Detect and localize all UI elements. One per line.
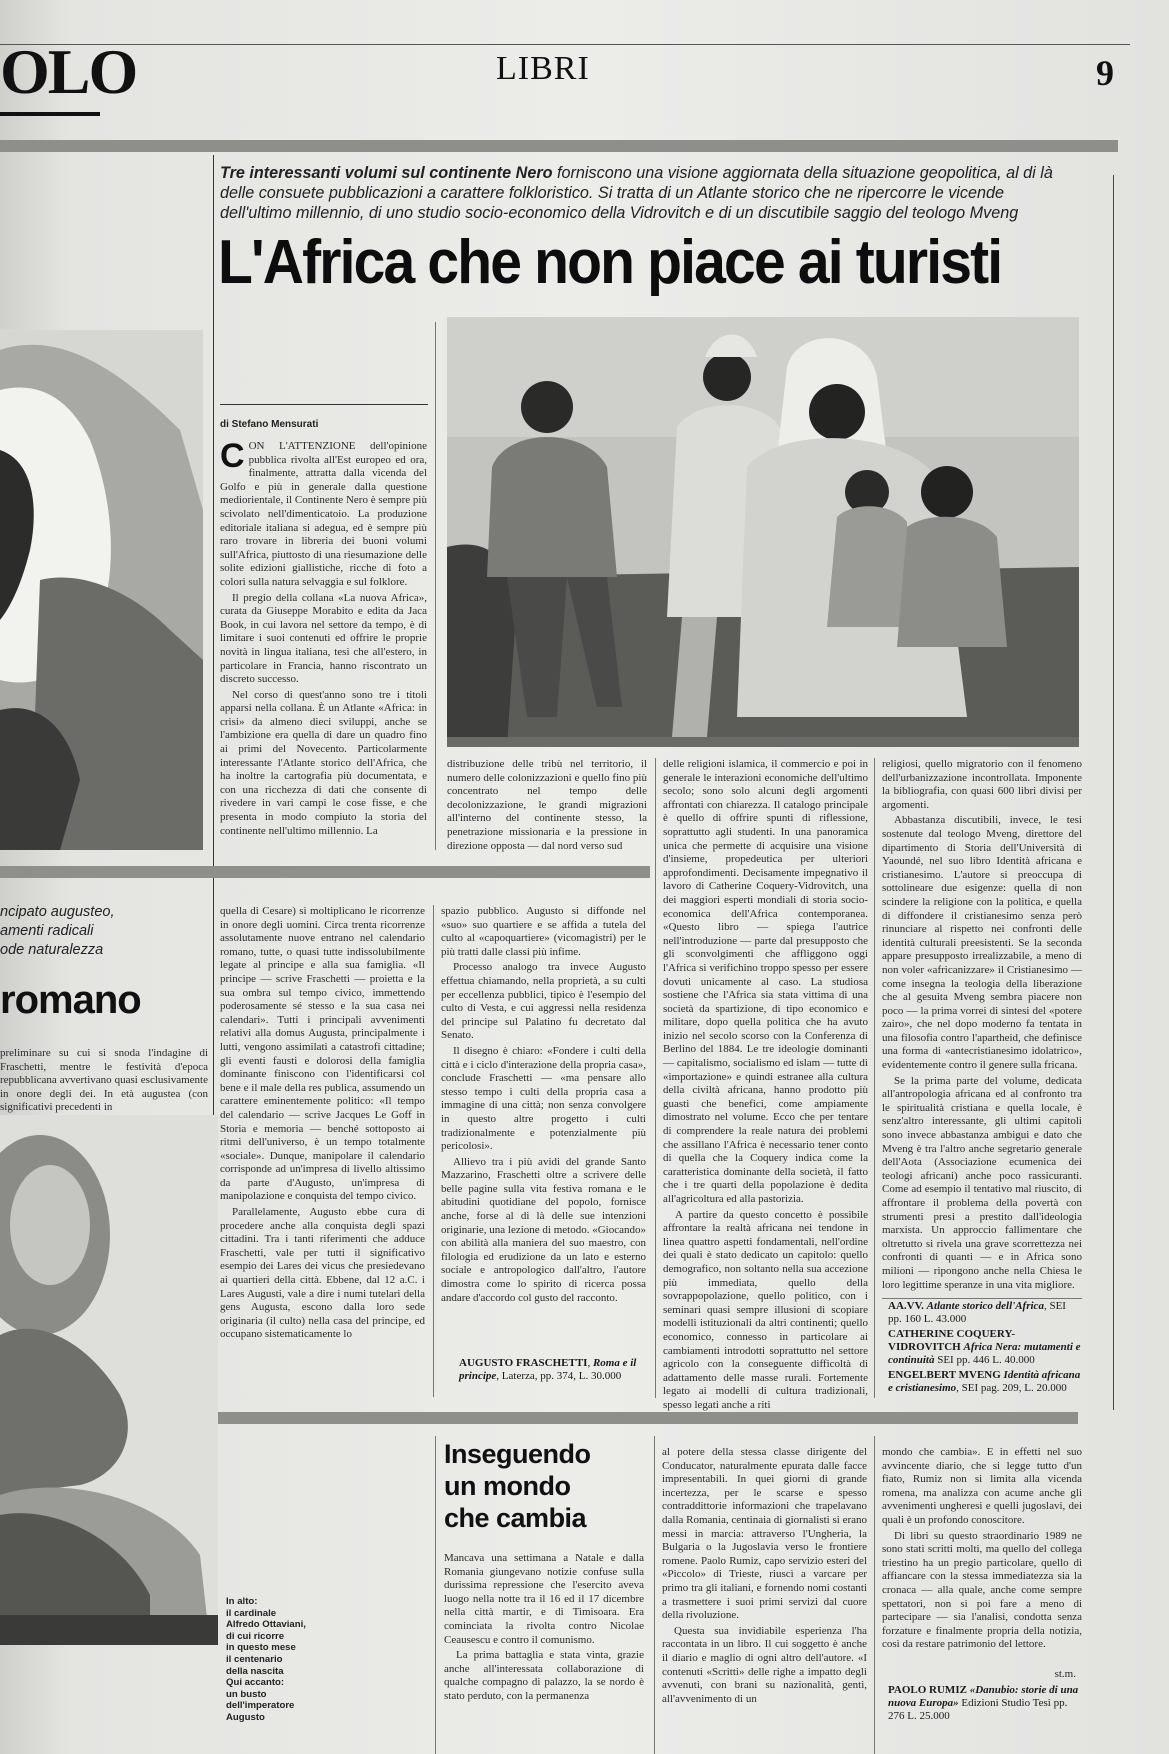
masthead-underline [0,112,100,116]
column-rule [874,1436,875,1754]
bibliography-entry: AA.VV. Atlante storico dell'Africa, SEI pp. 160 L. 43.000 [888,1300,1066,1325]
augustus-bust-photo [0,1115,218,1645]
section-divider-band [0,140,1118,152]
left-article-subtitle: ncipato augusteo, amenti radicali ode naturalezza [0,904,115,958]
bibliography [888,1300,1082,1397]
byline: di Stefano Mensurati [220,419,319,430]
article-column-3: delle religioni islamica, il commercio e poi in generale le interazioni economiche dell'ultimo secolo; sono solo alcuni degli argomenti affrontati con chiarezza. Il catalogo principale è quello di offrire spunti di riflessione, soprattutto agli studenti. In una panoramica unica che permette di acquisire una visione d'insieme, propedeutica per ulteriori approfondimenti. Decisamente impegnativo il lavoro di Catherine Coquery-Vidrovitch, una dei maggiori esperti mondiali di storia socio-economica dell'Africa contemporanea. «Questo libro — spiega l'autrice nell'introduzione — parte dal presupposto che gli sconvolgimenti che affliggono oggi l'Africa si verifichino troppo spesso per essere dovuti unicamente al caso. La studiosa sostiene che l'Africa sia stata vittima di una società da spartizione, di tipo economico e militare, dopo quella politica che ha avuto inizio nel secolo scorso con la Conferenza di Berlino del 1884. Le tre ideologie dominanti — capitalismo, socialismo ed islam — tutte di «importazione» e quindi estranee alla cultura della civiltà africana, hanno prodotto più guasti che benefici, come ampiamente dimostrato nel volume. Ecco che per tentare di comprendere la reale natura dei problemi che assillano l'Africa è necessario tener conto di quella che la Coquery indica come la caratteristica dominante della società, il fatto che i tre quarti della popolazione è dedita all'agricoltura ed alla pastorizia. A partire da questo concetto è possibile affrontare la realtà africana nei tendone in linea quattro aspetti fondamentali, nell'ordine dei quali è stato dedicato un capitolo: quello demografico, non soltanto nella sua accezione più immediata, quello della sovrappopolazione, quello politico, con i seminari quasi sempre illusioni di scopiare modelli istituzionali da altri continenti; quello economico, connesso in particolare ai cambiamenti introdotti soprattutto nel settore agricolo con la conseguente difficoltà di adattamento delle masse rurali. Fortemente legato ai modelli di cultura tradizionali, spesso legati anche a riti [663,758,868,1411]
column-rule [435,1436,436,1754]
roman-article-column-1: quella di Cesare) si moltiplicano le ricorrenze in onore degli uomini. Circa trenta ricorrenze assolutamente nuove entrano nel calendario romano, tutte, o quasi tutte indissolubilmente legate al principe e alla sua famiglia. «Il principe — scrive Fraschetti — proietta e la sua ombra sul tempo civico, immettendo poderosamente sé stesso e la sua casa nei calendari». Tutti i principali avvenimenti relativi alla domus Augusta, principalmente i lutti, vengono assimilati a catastrofi cittadine; gli eventi fausti e dolorosi della famiglia dominante finiscono con l'identificarsi col bene e il male della res publica, assumendo un carattere eminentemente politico: «Il tempo del calendario — scrive Jacques Le Goff in Storia e memoria — benché sottoposto ai ritmi dell'universo, è un tempo totalmente «sociale». Dunque, manipolare il calendario corrisponde ad un'impresa di livello altissimo da parte d'Augusto, un'impresa di manipolazione e conquista del tempo civico. Parallelamente, Augusto ebbe cura di procedere anche alla conquista degli spazi cittadini. Tra i tanti riferimenti che adduce Fraschetti, vale per tutti il significativo esempio dei Lares dei vicus che presiedevano ai quartieri della città. Ebbene, dal 12 a.C. i Lares Augusti, vale a dire i numi tutelari della gens Augusta, escono dalla loro sede originaria (il culto) nella casa del principe, ed occupano sistematicamente lo [220,905,425,1341]
column-rule [433,905,434,1397]
left-article-headline: romano [0,978,141,1022]
left-photo [0,330,203,850]
section-divider-band [0,866,650,878]
bibliography-entry: CATHERINE COQUERY-VIDROVITCH Africa Nera: mutamenti e continuità SEI pp. 446 L. 40.000 [888,1328,1081,1366]
article-frame-right [1113,175,1114,1410]
section-title: LIBRI [496,50,590,87]
drop-cap: C [220,437,245,475]
bottom-article-headline: Inseguendo un mondo che cambia [444,1439,591,1533]
bottom-article-reference: PAOLO RUMIZ «Danubio: storie di una nuova Europa» Edizioni Studio Tesi pp. 276 L. 25.000 [888,1684,1079,1722]
roman-article-column-2: spazio pubblico. Augusto si diffonde nel «suo» suo quartiere e se affida a tutela del culto al «capoquartiere» (vicomagistri) per le più tratti dalle classi più infime. Processo analogo tra invece Augusto effettua chiamando, nella proprietà, a su culti per eccellenza pubblici, tipico è l'esempio del culto di Vesta, e cui aggressi nella residenza del principe sul Palatino fu decretato dal Senato. Il disegno è chiaro: «Fondere i culti della città e i ciclo d'interazione della propria casa», conclude Fraschetti — «ma pensare allo stesso tempo i culti della propria casa a immagine di una città; non senza convolgere in questo altre progetto i culti tradizionalmente e potenzialmente più pericolosi». Allievo tra i più avidi del grande Santo Mazzarino, Fraschetti oltre a scrivere delle belle pagine sulla vita festiva romana e le abitudini quotidiane del popolo, fornisce anche, forse al di là delle sue intenzioni originarie, una lezione di metodo. «Giocando» con abilità alla maniera del suo maestro, con filologia ed erudizione da un lato e esterno sociale e antropologico dall'altro, l'autore dimostra come lo spirito di ricerca possa andare d'accordo col gusto del racconto. [441,905,646,1304]
masthead: OLO [0,36,137,107]
photo-caption: In alto: il cardinale Alfredo Ottaviani, di cui ricorre in questo mese il centenario della nascita Qui accanto: un busto dell'imperatore Augusto [226,1596,306,1723]
article-column-1: CON L'ATTENZIONE dell'opinione pubblica rivolta all'Est europeo ed ora, finalmente, attratta dalla vicenda del Golfo e più in generale dalla questione mediorientale, il Continente Nero è sempre più scivolato nell'dimenticatoio. La produzione editoriale italiana si adegua, ed è sempre più raro trovare in libreria dei buoni volumi sull'Africa, piuttosto di una riesumazione delle solite edizioni giallistiche, ricche di foto a colori sulla natura selvaggia e sul folklore. Il pregio della collana «La nuova Africa», curata da Giuseppe Morabito e edita da Jaca Book, in cui lavora nel settore da tempo, è di limitare i suoi contenuti ed offrire le proprie novità in lingua italiana, tesi che all'estero, in particolare in Francia, hanno riscontrato un discreto successo. Nel corso di quest'anno sono tre i titoli apparsi nella collana. È un Atlante «Africa: in crisi» da almeno dieci sviluppi, anche se l'ambizione era quella di dare un quadro fino ai primi del Novecento. Particolarmente interessante l'Atlante storico dell'Africa, che ha inoltre la cartografia più documentata, e con una ricchezza di dati che consente di rivedere in vari campi le cose fisse, e che presenta in modo compiuto la storia del continente nell'ultimo millennio. La [220,437,427,837]
bibliography-entry: ENGELBERT MVENG Identità africana e cristianesimo, SEI pag. 209, L. 20.000 [888,1369,1081,1394]
column-rule [435,322,436,850]
header-rule [0,44,1130,45]
column-rule [654,1436,655,1754]
byline-rule [220,404,428,405]
page-number: 9 [1096,53,1114,93]
column-rule [655,758,656,1398]
bottom-article-column-2: al potere della stessa classe dirigente del Conducator, naturalmente epurata dalle facce impresentabili. In quei giorni di grande incertezza, per le scarse e spesso contraddittorie informazioni che trapelavano dalla Romania, centinaia di giornalisti si erano messi in marcia: attraverso l'Ungheria, la Bulgaria o la Jugoslavia verso le frontiere romene. Paolo Rumiz, capo servizio esteri del «Piccolo» di Trieste, riuscì a varcare per primo tra gli italiani, e fornendo nomi costanti a trasmettere i suoi primi servizi dal cuore della rivoluzione. Questa sua invidiabile esperienza l'ha raccontata in un libro. Il cui soggetto è anche il diario e maglio di ogni altro dell'autore. «I contenuti «Scritti» delle righe a impatto degli avvenuti, con brani su nazionalità, genti, all'avvenimento di un [662,1446,867,1705]
bottom-article-column-3: mondo che cambia». E in effetti nel suo avvincente diario, che si legge tutto d'un fiato, Rumiz non si limita alla vicenda romena, ma analizza con acume anche gli avvenimenti ungheresi e quelli jugoslavi, dei quali è un profondo conoscitore. Di libri su questo straordinario 1989 ne sono stati scritti molti, ma quello del collega triestino ha un pregio particolare, quello di affiancare con la stessa immediatezza sia la cronaca — alla quale, anche come sempre spettatori, non si poi fare a meno di partecipare — sia l'analisi, condotta senza forzature e finalmente propria della notizia, così da restare patrimonio del lettore. [882,1446,1082,1651]
article-headline: L'Africa che non piace ai turisti [218,228,1002,297]
section-divider-band [218,1412,1078,1424]
bottom-article-column-1: Mancava una settimana a Natale e dalla Romania giungevano notizie confuse sulla durissima repressione che l'esercito aveva luogo nella notte tra il 16 ed il 17 dicembre nella città martir, e di Timisoara. Era cominciata la rivolta contro Nicolae Ceausescu e contro il comunismo. La prima battaglia e stata vinta, grazie anche all'interessata collaborazione di qualche compagno di palazzo, la se nordo è stato perduto, con la permanenza [444,1552,644,1702]
left-article-body: preliminare su cui si snoda l'indagine di Fraschetti, mentre le festività d'epoca repubblicana avvertivano quasi esclusivamente in onore degli dei. In età augustea (con significativi precedenti in [0,1047,208,1114]
africa-family-photo [447,317,1079,747]
article-kicker: Tre interessanti volumi sul continente Nero forniscono una visione aggiornata della situazione geopolitica, al di là delle consuete pubblicazioni a carattere folkloristico. Si tratta di un Atlante storico che ne ripercorre le vicende dell'ultimo millennio, di uno studio socio-economico della Vidrovitch e di un discutibile saggio del teologo Mveng [220,164,1053,222]
roman-article-reference: AUGUSTO FRASCHETTI, Roma e il principe, Laterza, pp. 374, L. 30.000 [459,1357,637,1382]
column-rule [874,758,875,1398]
article-column-4: religiosi, quello migratorio con il fenomeno dell'urbanizzazione incontrollata. Imponente la bibliografia, con quasi 600 libri divisi per argomenti. Abbastanza discutibili, invece, le tesi sostenute dal teologo Mveng, direttore del dipartimento di Storia dell'Università di Yaoundé, nel suo libro Identità africana e cristianesimo. L'autore si preoccupa di sottolineare due esigenze: quella di non scindere la religione con la politica, e quella di diffondere il cristianesimo senza però rinunciare al rispetto nei confronti delle identità culturali preesistenti. Se la seconda appare presupposto irrealizzabile, a meno di non voler «africanizzare» il Cristianesimo — come insegna la teologia della liberazione che al gesuita Mveng sembra piacere non poco — la prima vorrei di sintesi del «potere zairo», che nel dopo moderno fa tentata in una filosofia contro l'apartheid, che definisce una forma di «antecristianesimo idolatrico», evidentemente contro il genere sulla fricana. Se la prima parte del volume, dedicata all'antropologia africana ed al confronto tra le spiritualità cristiana e quella locale, è senz'altro interessante, gli ultimi capitoli sono invece abbastanza ambigui e dato che Mveng è tra l'altro anche segretario generale dell'Aota (Associazione ecumenica dei teologi africani) anche poco rassicuranti. Come ad esempio il tentativo mal riuscito, di affrontare il problema della povertà con strumenti presi a prestito dall'ideologia marxista. Un approccio fallimentare che oltretutto si rivela una grave scorrettezza nei confronti di quanti — e in Africa sono milioni — ripongono anche nella Chiesa le loro legittime speranze in una vita migliore. [882,758,1082,1291]
article-column-2: distribuzione delle tribù nel territorio, il numero delle colonizzazioni e quello fino più concentrato nel tempo delle decolonizzazione, le grandi migrazioni all'interno del continente stesso, la penetrazione missionaria e la pressione in direzione opposta — dal nord verso sud [447,758,647,852]
author-signoff: st.m. [1054,1668,1076,1680]
biblio-rule [882,1298,1082,1299]
